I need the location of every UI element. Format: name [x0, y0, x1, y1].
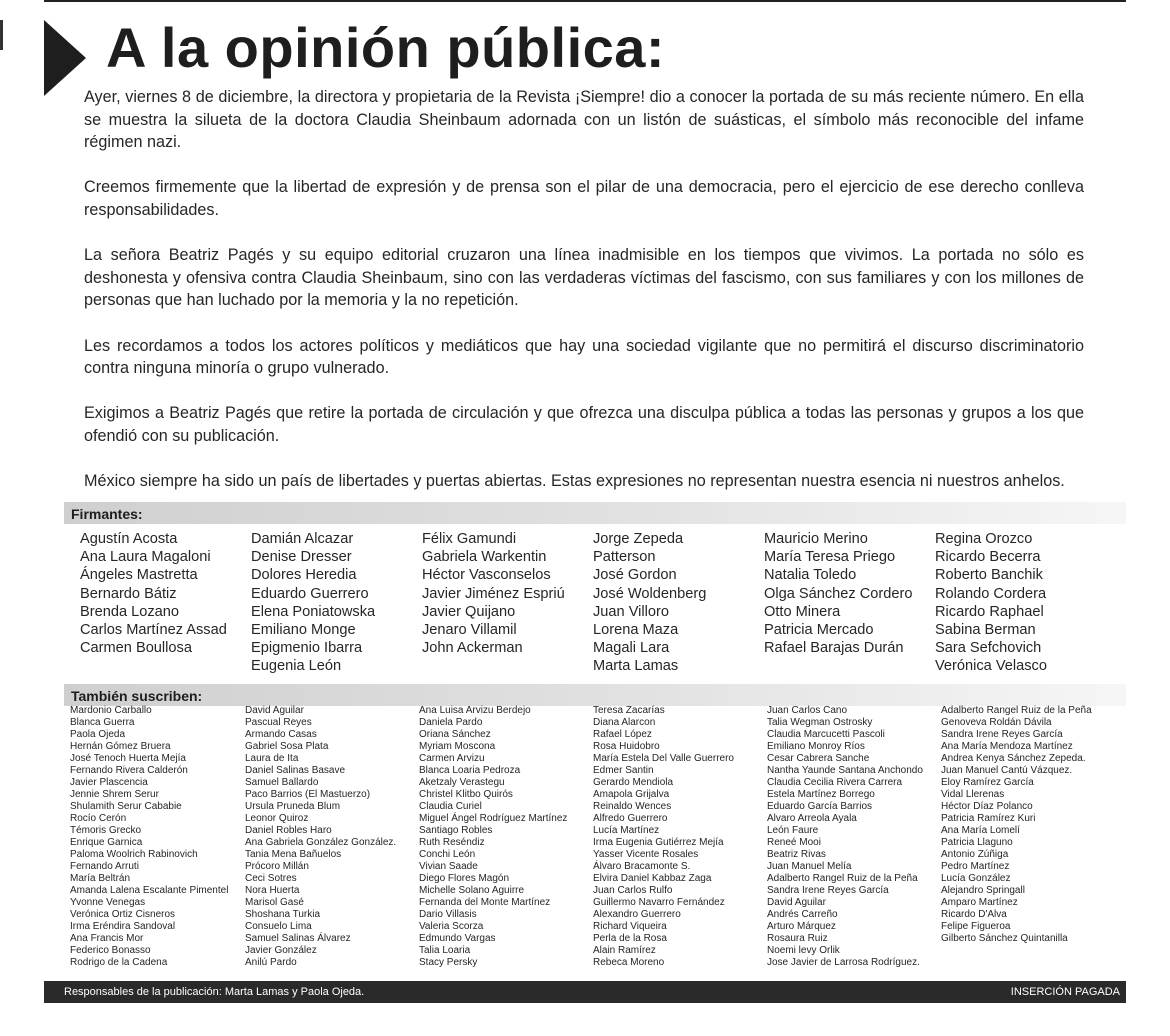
name-column [419, 705, 591, 969]
list-item: Magali Lara [593, 640, 670, 657]
list-item: Javier Jiménez Espriú [422, 585, 565, 602]
list-item: Rebeca Moreno [593, 957, 665, 968]
list-item: José Woldenberg [593, 585, 707, 602]
list-item: Álvaro Bracamonte S. [593, 861, 691, 872]
list-item: José Tenoch Huerta Mejía [70, 753, 186, 764]
list-item: Santiago Robles [419, 825, 493, 836]
list-item: Daniel Robles Haro [245, 825, 332, 836]
list-item: Epigmenio Ibarra [251, 640, 363, 657]
list-item: Ricardo Becerra [935, 549, 1041, 566]
list-item: Felipe Figueroa [941, 921, 1011, 932]
list-item: Sara Sefchovich [935, 640, 1042, 657]
list-item: Jenaro Villamil [422, 622, 517, 639]
list-item: Teresa Zacarías [593, 705, 665, 716]
list-item: Juan Villoro [593, 603, 669, 620]
list-item: Gerardo Mendiola [593, 777, 674, 788]
list-item: Héctor Vasconselos [422, 567, 551, 584]
list-item: Otto Minera [764, 603, 841, 620]
list-item: Yvonne Venegas [70, 897, 146, 908]
list-item: Ricardo D'Alva [941, 909, 1007, 920]
paragraph: Exigimos a Beatriz Pagés que retire la portada de circulación y que ofrezca una disculpa pública a todas las personas y grupos a los que ofendió con su publicación. [84, 404, 1084, 445]
list-item: Ana María Mendoza Martínez [941, 741, 1073, 752]
list-item: Rodrigo de la Cadena [70, 957, 168, 968]
list-item: Gabriel Sosa Plata [245, 741, 329, 752]
list-item: Amapola Grijalva [593, 789, 670, 800]
list-item: Félix Gamundi [422, 531, 517, 547]
list-item: Aketzaly Verastegu [419, 777, 505, 788]
list-item: Agustín Acosta [80, 531, 178, 547]
list-item: Ana Laura Magaloni [80, 549, 211, 566]
list-item: Lorena Maza [593, 622, 679, 639]
list-item: Consuelo Lima [245, 921, 312, 932]
list-item: Rolando Cordera [935, 585, 1047, 602]
list-item: Andrés Carreño [767, 909, 838, 920]
list-item: Jennie Shrem Serur [70, 789, 159, 800]
list-item: Ricardo Raphael [935, 603, 1044, 620]
list-item: Stacy Persky [419, 957, 478, 968]
list-item: Sandra Irene Reyes García [941, 729, 1063, 740]
list-item: John Ackerman [422, 640, 523, 657]
footer-bar [44, 981, 1126, 1003]
list-item: Témoris Grecko [70, 825, 142, 836]
list-item: Verónica Velasco [935, 658, 1047, 675]
list-item: Hernán Gómez Bruera [70, 741, 171, 752]
list-item: Damián Alcazar [251, 531, 354, 547]
list-item: Christel Klitbo Quirós [419, 789, 513, 800]
list-item: Amanda Lalena Escalante Pimentel [70, 885, 229, 896]
list-item: Rosa Huidobro [593, 741, 660, 752]
list-item: Sandra Irene Reyes García [767, 885, 889, 896]
list-item: Patricia Llaguno [941, 837, 1013, 848]
list-item: Michelle Solano Aguirre [419, 885, 525, 896]
list-item: Regina Orozco [935, 531, 1033, 547]
suscriben-list [70, 705, 1130, 975]
list-item: Eduardo García Barrios [767, 801, 873, 812]
list-item: Bernardo Bátiz [80, 585, 177, 602]
name-column [935, 530, 1107, 676]
list-item: Alain Ramírez [593, 945, 656, 956]
list-item: María Beltrán [70, 873, 131, 884]
list-item: Eduardo Guerrero [251, 585, 369, 602]
suscriben-header-band [64, 684, 1126, 706]
list-item: Armando Casas [245, 729, 317, 740]
list-item: Noemi levy Orlik [767, 945, 840, 956]
list-item: Juan Manuel Cantú Vázquez. [941, 765, 1073, 776]
list-item: Vivian Saade [419, 861, 478, 872]
list-item: Dario Villasis [419, 909, 477, 920]
list-item: Patricia Mercado [764, 622, 874, 639]
list-item: Cesar Cabrera Sanche [767, 753, 870, 764]
list-item: Genoveva Roldán Dávila [941, 717, 1052, 728]
list-item: Marisol Gasé [245, 897, 304, 908]
list-item: Pedro Martínez [941, 861, 1010, 872]
list-item: Nantha Yaunde Santana Anchondo [767, 765, 923, 776]
list-item: Edmer Santin [593, 765, 654, 776]
list-item: Emiliano Monge [251, 622, 356, 639]
list-item: Ángeles Mastretta [80, 567, 198, 584]
list-item: Ursula Pruneda Blum [245, 801, 341, 812]
list-item: Antonio Zúñiga [941, 849, 1009, 860]
list-item: León Faure [767, 825, 819, 836]
list-item: María Teresa Priego [764, 549, 896, 566]
list-item: Emiliano Monroy Ríos [767, 741, 865, 752]
list-item: Samuel Ballardo [245, 777, 319, 788]
list-item: Héctor Díaz Polanco [941, 801, 1033, 812]
list-item: Javier Plascencia [70, 777, 148, 788]
page-title: A la opinión pública: [106, 16, 666, 79]
list-item: Lucía González [941, 873, 1011, 884]
list-item: Leonor Quiroz [245, 813, 309, 824]
list-item: Nora Huerta [245, 885, 300, 896]
list-item: Miguel Ángel Rodríguez Martínez [419, 813, 568, 824]
name-column [251, 530, 423, 676]
list-item: Verónica Ortiz Cisneros [70, 909, 176, 920]
list-item: Talia Wegman Ostrosky [767, 717, 873, 728]
list-item: Ana Francis Mor [70, 933, 144, 944]
list-item: Adalberto Rangel Ruiz de la Peña [767, 873, 918, 884]
firmantes-header-band [64, 502, 1126, 524]
list-item: Shulamith Serur Cababie [70, 801, 182, 812]
list-item: Reinaldo Wences [593, 801, 672, 812]
list-item: Diana Alarcon [593, 717, 656, 728]
list-item: Juan Carlos Rulfo [593, 885, 673, 896]
list-item: Gilberto Sánchez Quintanilla [941, 933, 1068, 944]
list-item: Rafael Barajas Durán [764, 640, 904, 657]
list-item: Mardonio Carballo [70, 705, 152, 716]
list-item: Claudia Cecilia Rivera Carrera [767, 777, 903, 788]
list-item: Patterson [593, 549, 656, 566]
list-item: Shoshana Turkia [245, 909, 321, 920]
paragraph: Les recordamos a todos los actores políticos y mediáticos que hay una sociedad vigilante que no permitirá el discurso discriminatorio contra ninguna minoría o grupo vulnerado. [84, 336, 1084, 378]
list-item: Paloma Woolrich Rabinovich [70, 849, 198, 860]
list-item: David Aguilar [767, 897, 826, 908]
list-item: Olga Sánchez Cordero [764, 585, 913, 602]
list-item: Alejandro Springall [941, 885, 1025, 896]
name-column [593, 705, 765, 969]
list-item: Eugenia León [251, 658, 342, 675]
list-item: Claudia Marcucetti Pascoli [767, 729, 885, 740]
firmantes-heading: Firmantes: [71, 506, 143, 522]
list-item: Beatriz Rivas [767, 849, 826, 860]
list-item: Fernanda del Monte Martínez [419, 897, 551, 908]
list-item: Daniel Salinas Basave [245, 765, 346, 776]
list-item: Carmen Boullosa [80, 640, 192, 657]
list-item: Elvira Daniel Kabbaz Zaga [593, 873, 712, 884]
list-item: Alfredo Guerrero [593, 813, 668, 824]
suscriben-heading: También suscriben: [71, 688, 203, 704]
list-item: Roberto Banchik [935, 567, 1043, 584]
list-item: Prócoro Millán [245, 861, 309, 872]
list-item: Yasser Vicente Rosales [593, 849, 699, 860]
list-item: Denise Dresser [251, 549, 352, 566]
list-item: Javier González [245, 945, 317, 956]
letter-body [84, 86, 1084, 515]
list-item: Carmen Arvizu [419, 753, 485, 764]
list-item: Claudia Curiel [419, 801, 482, 812]
list-item: José Gordon [593, 567, 677, 584]
firmantes-list [80, 530, 1130, 682]
paragraph: Creemos firmemente que la libertad de expresión y de prensa son el pilar de una democracia, pero el ejercicio de ese derecho conlleva responsabilidades. [84, 178, 1084, 219]
list-item: Juan Manuel Melía [767, 861, 852, 872]
name-column [593, 530, 765, 676]
list-item: Ana María Lomelí [941, 825, 1020, 836]
list-item: Jose Javier de Larrosa Rodríguez. [767, 957, 920, 968]
list-item: Andrea Kenya Sánchez Zepeda. [941, 753, 1086, 764]
left-edge-mark [0, 20, 3, 50]
name-column [941, 705, 1113, 945]
list-item: Dolores Heredia [251, 567, 357, 584]
list-item: Daniela Pardo [419, 717, 483, 728]
list-item: Elena Poniatowska [251, 603, 376, 620]
top-rule [44, 0, 1126, 2]
list-item: Vidal Llerenas [941, 789, 1005, 800]
list-item: Pascual Reyes [245, 717, 312, 728]
list-item: Talia Loaria [419, 945, 471, 956]
list-item: Edmundo Vargas [419, 933, 496, 944]
paragraph: La señora Beatriz Pagés y su equipo editorial cruzaron una línea inadmisible en los tiempos que vivimos. La portada no sólo es deshonesta y ofensiva contra Claudia Sheinbaum, sino con las verdaderas víctimas del fascismo, con sus familiares y con los millones de personas que han luchado por la memoria y la no repetición. [84, 246, 1084, 310]
list-item: Amparo Martínez [941, 897, 1018, 908]
list-item: Blanca Guerra [70, 717, 135, 728]
list-item: Paola Ojeda [70, 729, 126, 740]
name-column [70, 705, 242, 969]
list-item: Irma Eréndira Sandoval [70, 921, 176, 932]
list-item: Estela Martínez Borrego [767, 789, 875, 800]
list-item: Irma Eugenia Gutiérrez Mejía [593, 837, 724, 848]
paragraph: Ayer, viernes 8 de diciembre, la directora y propietaria de la Revista ¡Siempre! dio a conocer la portada de su más reciente número. En ella se muestra la silueta de la doctora Claudia Sheinbaum adornada con un listón de suásticas, el símbolo más reconocible del infame régimen nazi. [84, 88, 1084, 152]
list-item: Alexandro Guerrero [593, 909, 681, 920]
list-item: Enrique Garnica [70, 837, 143, 848]
list-item: Rocío Cerón [70, 813, 127, 824]
list-item: Diego Flores Magón [419, 873, 510, 884]
list-item: Paco Barrios (El Mastuerzo) [245, 789, 371, 800]
name-column [767, 705, 939, 969]
list-item: Laura de Ita [245, 753, 299, 764]
list-item: Samuel Salinas Álvarez [245, 933, 351, 944]
list-item: Adalberto Rangel Ruiz de la Peña [941, 705, 1092, 716]
name-column [80, 530, 252, 657]
list-item: Richard Viqueira [593, 921, 667, 932]
footer-responsables: Responsables de la publicación: Marta Lamas y Paola Ojeda. [64, 986, 365, 998]
list-item: Carlos Martínez Assad [80, 622, 227, 639]
list-item: Alvaro Arreola Ayala [767, 813, 857, 824]
list-item: Tania Mena Bañuelos [245, 849, 342, 860]
list-item: Oriana Sánchez [419, 729, 491, 740]
list-item: Ruth Reséndiz [419, 837, 485, 848]
list-item: Perla de la Rosa [593, 933, 667, 944]
name-column [245, 705, 417, 969]
list-item: Ceci Sotres [245, 873, 297, 884]
list-item: Ana Gabriela González González. [245, 837, 397, 848]
list-item: Fernando Arruti [70, 861, 139, 872]
list-item: Reneé Mooi [767, 837, 821, 848]
list-item: Ana Luisa Arvizu Berdejo [419, 705, 531, 716]
name-column [764, 530, 936, 657]
list-item: Gabriela Warkentin [422, 549, 547, 566]
list-item: Lucía Martínez [593, 825, 660, 836]
paragraph: México siempre ha sido un país de libertades y puertas abiertas. Estas expresiones no representan nuestra esencia ni nuestros anhelos. [84, 472, 1065, 491]
list-item: Jorge Zepeda [593, 531, 684, 547]
list-item: Fernando Rivera Calderón [70, 765, 188, 776]
list-item: Patricia Ramírez Kuri [941, 813, 1036, 824]
list-item: Rafael López [593, 729, 652, 740]
list-item: Federico Bonasso [70, 945, 151, 956]
list-item: Marta Lamas [593, 658, 679, 675]
list-item: Brenda Lozano [80, 603, 179, 620]
list-item: Anilú Pardo [245, 957, 297, 968]
list-item: Sabina Berman [935, 622, 1036, 639]
list-item: Javier Quijano [422, 603, 516, 620]
list-item: Valeria Scorza [419, 921, 484, 932]
list-item: Guillermo Navarro Fernández [593, 897, 725, 908]
arrow-icon [44, 20, 86, 96]
list-item: Conchi León [419, 849, 476, 860]
list-item: Eloy Ramírez García [941, 777, 1034, 788]
list-item: Myriam Moscona [419, 741, 496, 752]
list-item: Natalia Toledo [764, 567, 857, 584]
list-item: Mauricio Merino [764, 531, 868, 547]
list-item: Arturo Márquez [767, 921, 836, 932]
name-column [422, 530, 594, 657]
list-item: Blanca Loaria Pedroza [419, 765, 521, 776]
footer-insercion: INSERCIÓN PAGADA [1010, 986, 1120, 998]
list-item: María Estela Del Valle Guerrero [593, 753, 734, 764]
list-item: David Aguilar [245, 705, 304, 716]
list-item: Rosaura Ruiz [767, 933, 828, 944]
list-item: Juan Carlos Cano [767, 705, 848, 716]
